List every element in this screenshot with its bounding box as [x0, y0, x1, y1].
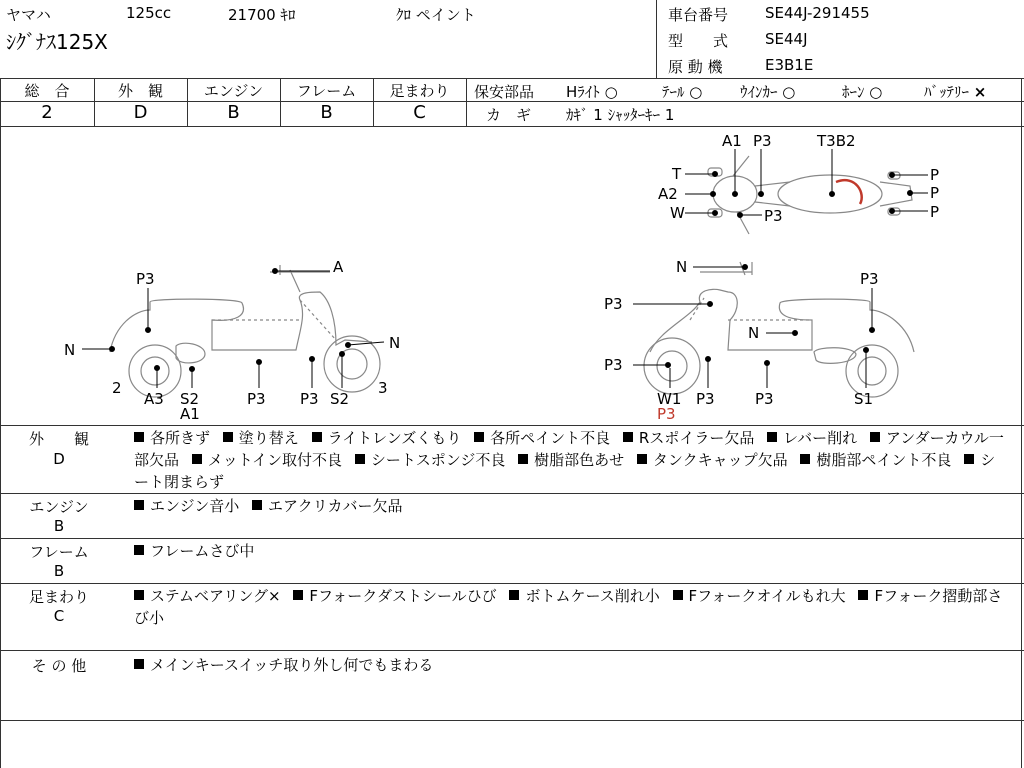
model-name: ｼｸﾞﾅｽ125X	[6, 30, 108, 54]
remark-list-suspension	[134, 585, 1006, 629]
defect-item: Fフォークダストシールひび	[309, 587, 497, 605]
diagram-label: P3	[860, 270, 879, 288]
diagram-label: N	[748, 324, 760, 342]
diagram-label: P3	[753, 132, 772, 150]
top-view-scooter	[708, 156, 912, 234]
remark-grade-suspension: C	[53, 607, 65, 625]
type-value: SE44J	[765, 30, 808, 48]
diagram-label: A1	[180, 405, 200, 423]
grade-header-exterior: 外 観	[117, 82, 163, 100]
defect-item: Rスポイラー欠品	[638, 429, 755, 447]
defect-item: 樹脂部ペイント不良	[816, 451, 952, 469]
remark-grade-exterior: D	[53, 450, 65, 468]
diagram-label: P	[930, 203, 940, 221]
safety-item-battery: ﾊﾞｯﾃﾘｰ ×	[924, 83, 987, 101]
diagram-label: P3	[755, 390, 774, 408]
key-label: カ ギ	[486, 106, 532, 124]
displacement: 125cc	[126, 4, 172, 22]
defect-item: エアクリカバー欠品	[268, 497, 403, 515]
mileage: 21700 ｷﾛ	[228, 6, 296, 24]
diagram-label: P	[930, 184, 940, 202]
diagram-label: N	[676, 258, 688, 276]
scooter-damage-diagram	[0, 127, 1021, 425]
diagram-label: A2	[658, 185, 678, 203]
defect-item: 塗り替え	[238, 429, 299, 447]
diagram-label: P3	[764, 207, 783, 225]
diagram-label: N	[389, 334, 401, 352]
safety-label: 保安部品	[474, 83, 535, 101]
remark-category-suspension: 足まわり	[28, 588, 89, 606]
defect-item: フレームさび中	[150, 542, 255, 560]
remark-list-frame	[134, 540, 1006, 562]
defect-item: 各所きず	[150, 429, 211, 447]
remark-list-other	[134, 654, 1006, 676]
remark-grade-engine: B	[53, 517, 65, 535]
diagram-label: P	[930, 166, 940, 184]
remark-category-exterior: 外 観	[28, 430, 89, 448]
diagram-label: N	[64, 341, 76, 359]
remark-category-frame: フレーム	[29, 543, 89, 561]
remark-category-other: そ の 他	[31, 657, 87, 675]
remark-list-engine	[134, 495, 1006, 517]
diagram-label: T	[672, 165, 682, 183]
grade-header-engine: エンジン	[203, 82, 264, 100]
grade-exterior: D	[133, 102, 148, 123]
defect-item: レバー削れ	[783, 429, 858, 447]
grade-overall: 2	[41, 102, 53, 123]
defect-item: ボトムケース削れ小	[525, 587, 660, 605]
diagram-label: A	[333, 258, 344, 276]
diagram-label: A3	[144, 390, 164, 408]
diagram-label: P3	[136, 270, 155, 288]
safety-item-headlight: Hﾗｲﾄ ○	[566, 83, 618, 101]
diagram-label: P3	[604, 356, 623, 374]
remark-grade-frame: B	[53, 562, 65, 580]
defect-item: Fフォーク摺動部さび小	[134, 587, 1003, 627]
grade-header-suspension: 足まわり	[389, 82, 450, 100]
defect-item: ライトレンズくもり	[327, 429, 462, 447]
grade-frame: B	[320, 102, 333, 123]
defect-item: ステムベアリング×	[150, 587, 281, 605]
diagram-label: P3	[300, 390, 319, 408]
diagram-label: P3	[696, 390, 715, 408]
color: ｸﾛ ペイント	[396, 6, 476, 24]
defect-item: 樹脂部色あせ	[534, 451, 625, 469]
diagram-label: S2	[180, 390, 200, 408]
maker: ヤマハ	[6, 6, 51, 24]
diagram-label: P3	[604, 295, 623, 313]
remark-list-exterior	[134, 427, 1006, 493]
grade-suspension: C	[413, 102, 426, 123]
engine-label: 原 動 機	[668, 58, 723, 76]
diagram-label: S1	[854, 390, 874, 408]
diagram-label: T3B2	[817, 132, 856, 150]
defect-item: メットイン取付不良	[207, 451, 343, 469]
diagram-label: W1	[657, 390, 682, 408]
type-label: 型 式	[668, 32, 729, 50]
key-value: ｶｷﾞ 1 ｼｬｯﾀｰｷｰ 1	[566, 106, 675, 124]
defect-item: シートスポンジ不良	[370, 451, 506, 469]
grade-engine: B	[227, 102, 240, 123]
grade-header-frame: フレーム	[296, 82, 357, 100]
defect-item: メインキースイッチ取り外し何でもまわる	[150, 656, 434, 674]
safety-item-tail: ﾃｰﾙ ○	[662, 83, 703, 101]
diagram-label: P3	[657, 405, 676, 423]
defect-item: アンダーカウル一部欠品	[134, 429, 1004, 469]
grade-header-overall: 総 合	[24, 82, 70, 100]
safety-item-winker: ｳｲﾝｶｰ ○	[740, 83, 796, 101]
defect-item: タンクキャップ欠品	[652, 451, 788, 469]
diagram-label: W	[670, 204, 685, 222]
diagram-label: 3	[378, 379, 388, 397]
diagram-label: S2	[330, 390, 350, 408]
safety-item-horn: ﾎｰﾝ ○	[842, 83, 883, 101]
frame-no-label: 車台番号	[668, 6, 729, 24]
diagram-label: A1	[722, 132, 742, 150]
diagram-label: 2	[112, 379, 122, 397]
engine-value: E3B1E	[765, 56, 814, 74]
remark-category-engine: エンジン	[29, 498, 89, 516]
defect-item: シート閉まらず	[134, 451, 996, 491]
defect-item: 各所ペイント不良	[490, 429, 611, 447]
diagram-label: P3	[247, 390, 266, 408]
defect-item: エンジン音小	[150, 497, 240, 515]
frame-no: SE44J-291455	[765, 4, 870, 22]
defect-item: Fフォークオイルもれ大	[688, 587, 846, 605]
